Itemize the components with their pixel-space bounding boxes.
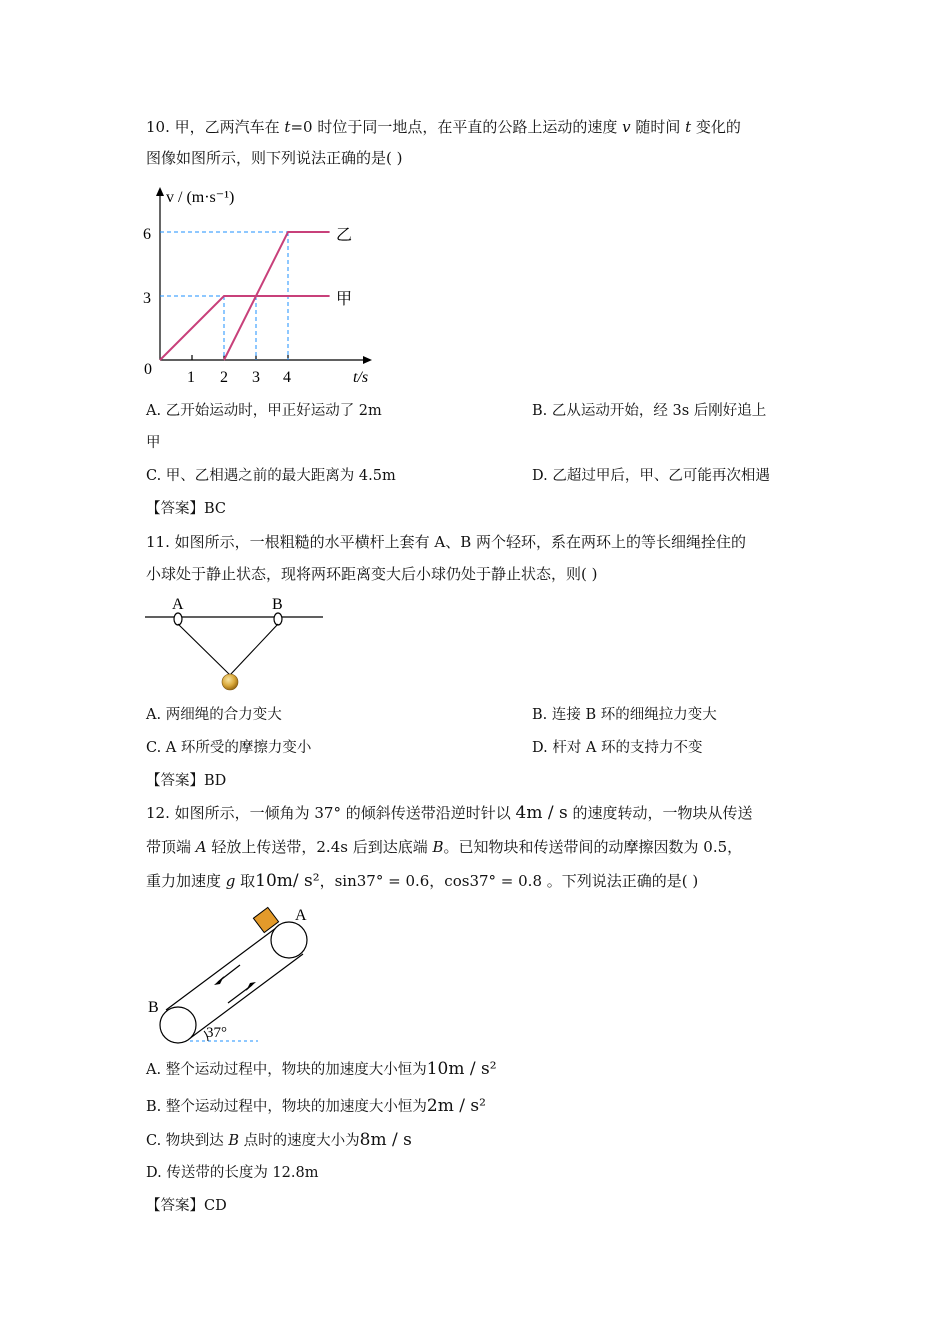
q10-option-d[interactable]: D. 乙超过甲后，甲、乙可能再次相遇 [532,468,770,484]
q11-stem-line1: 11. 如图所示，一根粗糙的水平横杆上套有 A、B 两个轻环，系在两环上的等长细绳拴住的 [146,533,747,551]
series-line-jia [160,296,330,360]
y-axis-label: v / (m·s⁻¹) [166,189,235,206]
q10-answer: 【答案】BC [146,501,227,517]
q10-velocity-time-chart [140,180,390,390]
q10-option-c[interactable]: C. 甲、乙相遇之前的最大距离为 4.5m [146,468,396,484]
q11-option-b[interactable]: B. 连接 B 环的细绳拉力变大 [532,707,717,723]
q12-stem-line2: 带顶端 A 轻放上传送带，2.4s 后到达底端 B。已知物块和传送带间的动摩擦因数为 0.5， [146,838,743,856]
q10-option-a[interactable]: A. 乙开始运动时，甲正好运动了 2m [146,403,382,419]
q12-conveyor-figure [140,900,330,1050]
label-b: B [148,999,159,1016]
q12-stem-line3: 重力加速度 g 取10m/ s²，sin37° = 0.6，cos37° = 0.8 。下列说法正确的是( ) [146,871,699,891]
origin-label: 0 [144,361,152,378]
label-a: A [295,907,307,924]
q11-answer: 【答案】BD [146,773,227,789]
ring-b-label: B [272,596,283,613]
ring-a-label: A [172,596,184,613]
q11-option-d[interactable]: D. 杆对 A 环的支持力不变 [532,740,703,756]
ring-a [174,613,182,625]
series-label-yi: 乙 [336,227,353,244]
series-label-jia: 甲 [336,291,353,308]
x-axis-arrow [363,356,372,364]
q12-option-b[interactable]: B. 整个运动过程中，物块的加速度大小恒为2m / s² [146,1096,486,1116]
q10-option-b-cont: 甲 [146,435,161,451]
belt-top [166,925,280,1010]
y-axis-arrow [156,187,164,196]
q10-stem-line1: 10. 甲，乙两汽车在 t=0 时位于同一地点，在平直的公路上运动的速度 v 随时间 t 变化的 [146,118,741,136]
x-tick-label-1: 1 [187,369,195,386]
arrow-down-head [214,976,224,985]
q11-option-c[interactable]: C. A 环所受的摩擦力变小 [146,740,312,756]
x-tick-label-3: 3 [252,369,260,386]
ring-b [274,613,282,625]
q12-option-a[interactable]: A. 整个运动过程中，物块的加速度大小恒为10m / s² [146,1059,497,1079]
y-tick-label-3: 3 [143,290,151,307]
y-tick-label-6: 6 [143,226,151,243]
q10-option-b[interactable]: B. 乙从运动开始，经 3s 后刚好追上 [532,403,767,419]
rope-b [230,624,278,675]
q10-stem-line2: 图像如图所示，则下列说法正确的是( ) [146,149,403,167]
q12-option-d[interactable]: D. 传送带的长度为 12.8m [146,1165,319,1181]
q11-option-a[interactable]: A. 两细绳的合力变大 [146,707,282,723]
q11-stem-line2: 小球处于静止状态，现将两环距离变大后小球仍处于静止状态，则( ) [146,565,598,583]
roller-bottom [160,1007,196,1043]
rope-a [178,624,230,675]
x-tick-label-4: 4 [283,369,291,386]
q12-stem-line1: 12. 如图所示，一倾角为 37° 的倾斜传送带沿逆时针以 4m / s 的速度转动，一物块从传送 [146,803,753,823]
roller-top [271,922,307,958]
ball [222,674,238,690]
x-axis-label: t/s [353,369,369,386]
x-tick-label-2: 2 [220,369,228,386]
q12-answer: 【答案】CD [146,1198,227,1214]
q12-option-c[interactable]: C. 物块到达 B 点时的速度大小为8m / s [146,1130,412,1150]
q11-rings-figure [140,592,330,697]
angle-label: 37° [206,1025,227,1041]
